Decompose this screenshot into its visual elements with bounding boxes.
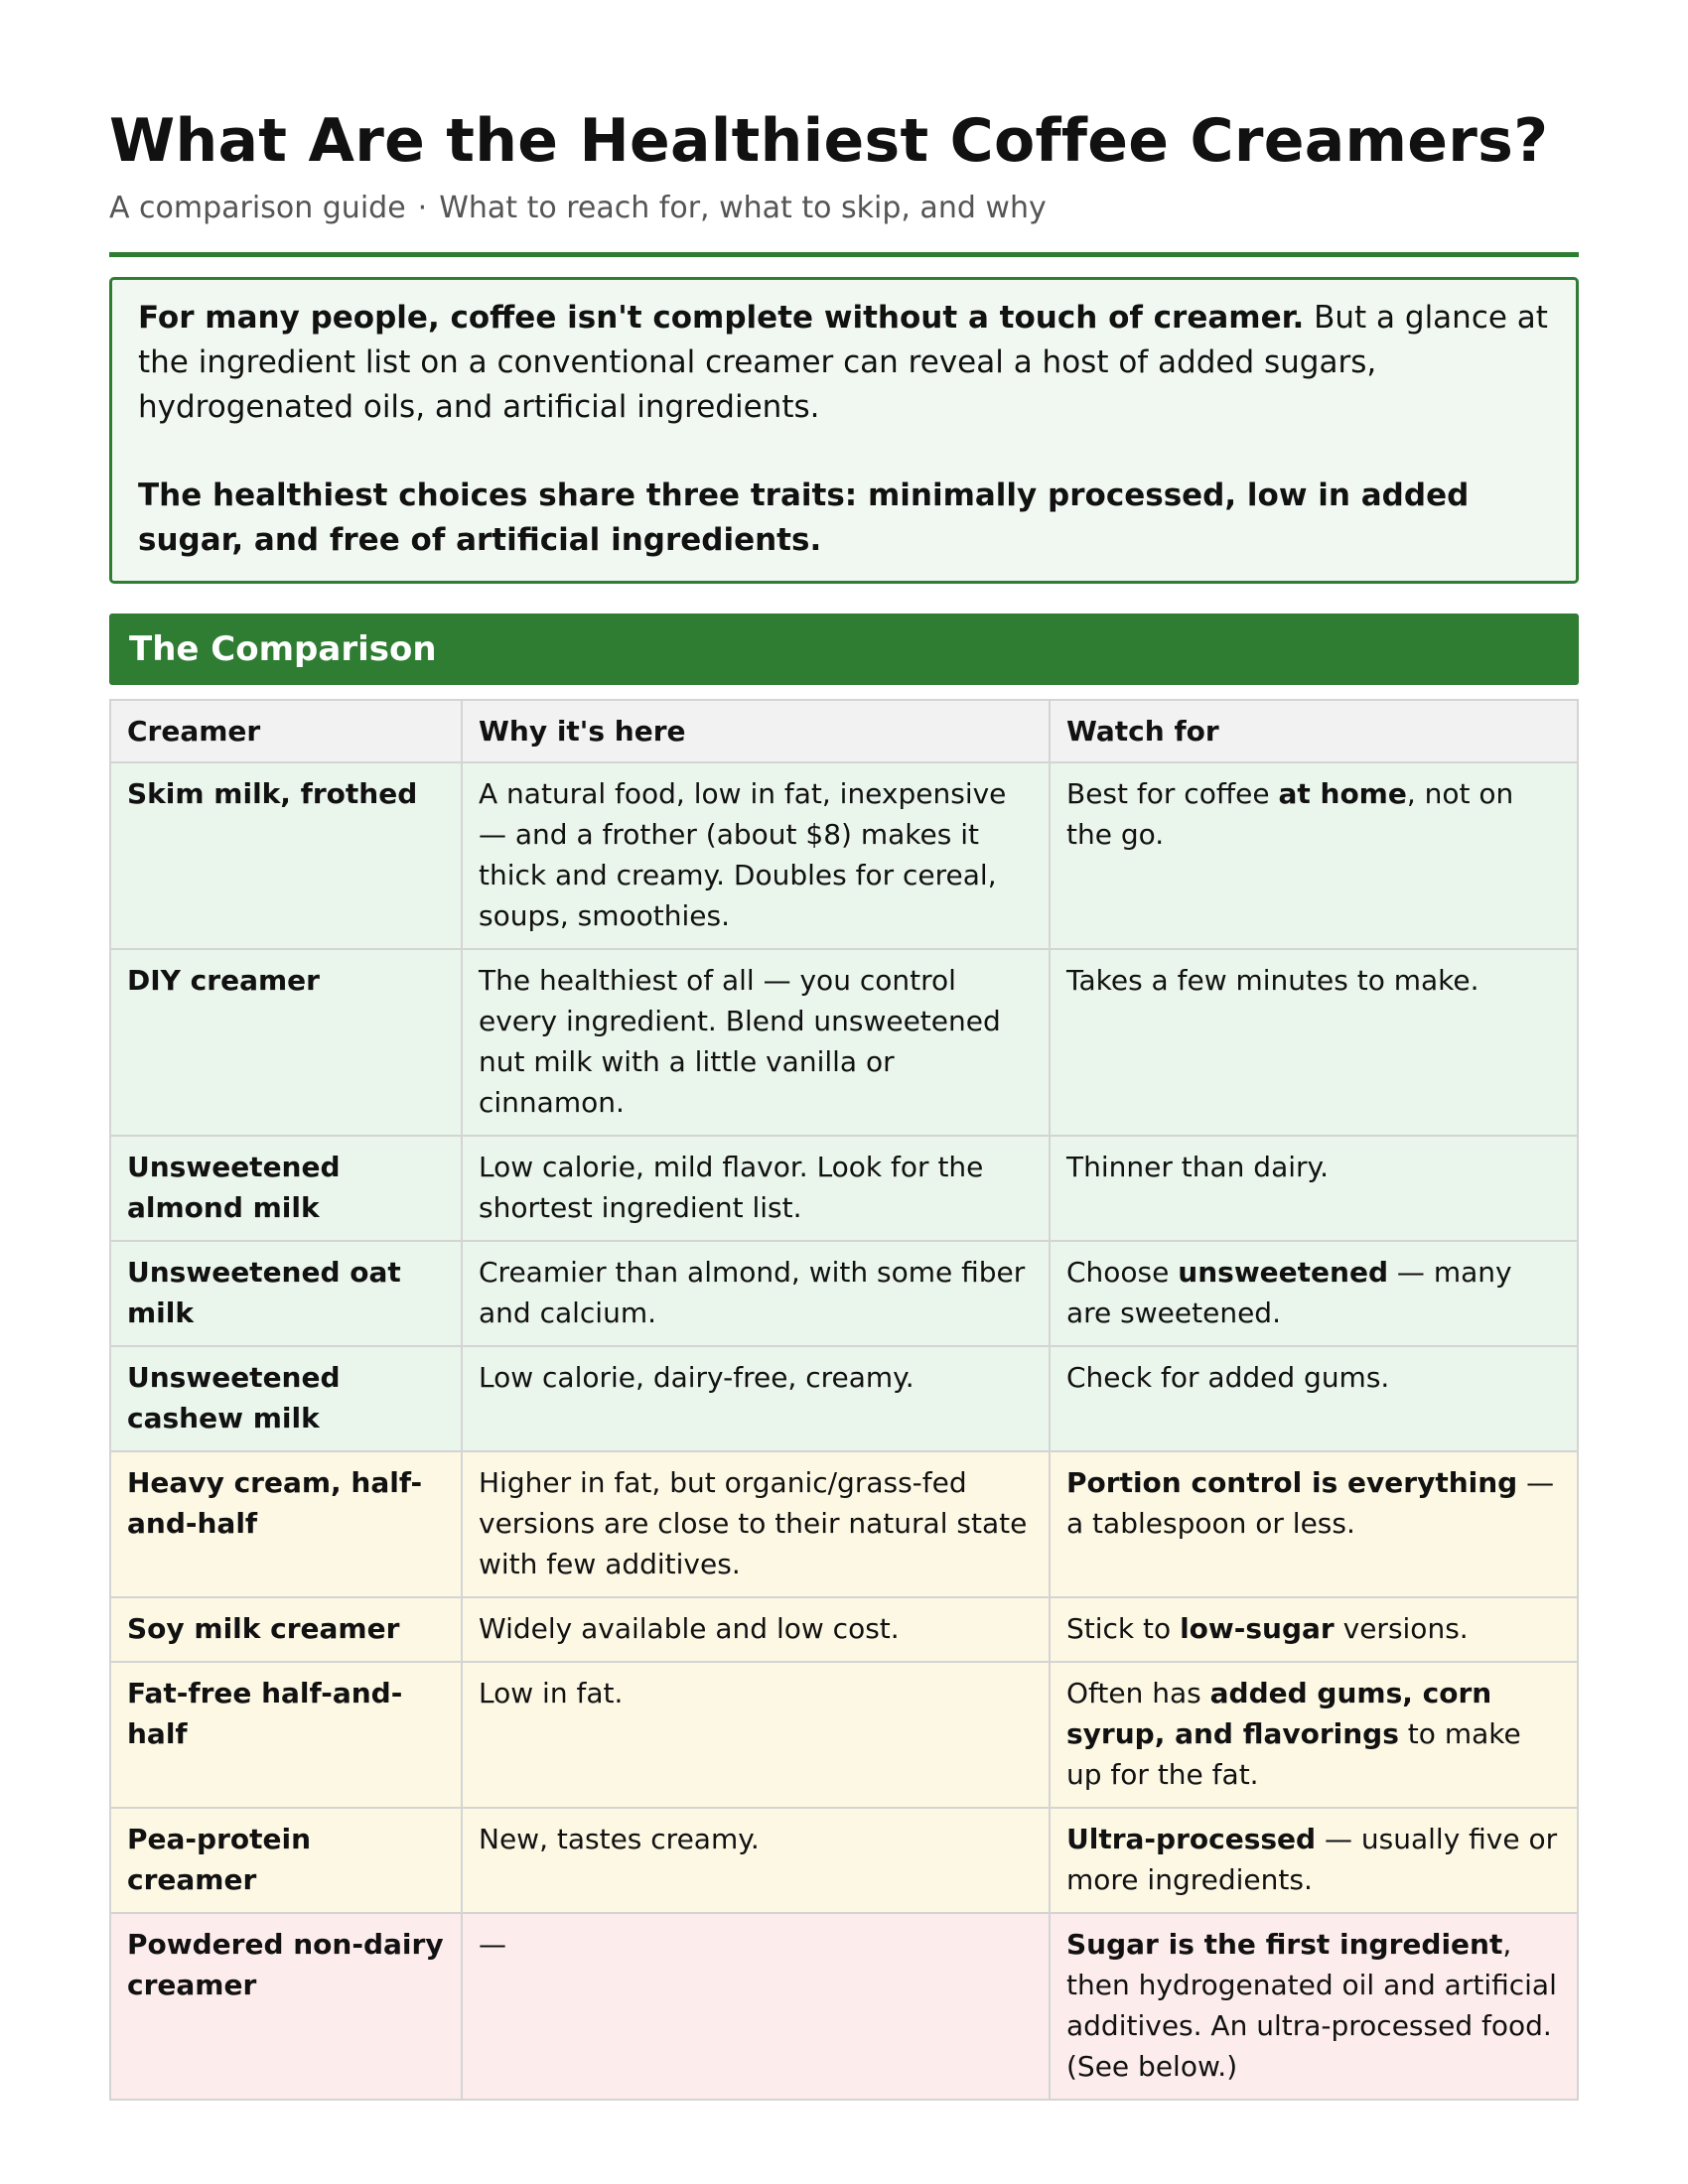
table-row: [110, 949, 1578, 1136]
watch-for: [1050, 1451, 1578, 1597]
watch-for: [1050, 949, 1578, 1136]
creamer-name: Skim milk, frothed: [110, 762, 462, 949]
section-heading: The Comparison: [109, 614, 1579, 685]
creamer-name: Heavy cream, half-and-half: [110, 1451, 462, 1597]
title-divider: [109, 252, 1579, 257]
intro-body: But a glance at the ingredient list on a conventional creamer can reveal a host of added sugars, hydrogenated oils, and artificial ingredients.: [138, 300, 1548, 425]
table-row: [110, 1136, 1578, 1241]
table-row: [110, 1913, 1578, 2100]
watch-for: [1050, 1808, 1578, 1913]
creamer-name: Fat-free half-and-half: [110, 1662, 462, 1808]
table-body: [110, 762, 1578, 2100]
watch-for: [1050, 762, 1578, 949]
table-row: [110, 1241, 1578, 1346]
why-its-here: A natural food, low in fat, inexpensive — and a frother (about $8) makes it thick and creamy. Doubles for cereal, soups, smoothies.: [462, 762, 1050, 949]
watch-for-text: versions.: [1334, 1612, 1469, 1645]
column-header-watch: Watch for: [1050, 700, 1578, 762]
watch-for-emphasis: unsweetened: [1178, 1256, 1389, 1289]
creamer-name: Powdered non-dairy creamer: [110, 1913, 462, 2100]
watch-for-text: Thinner than dairy.: [1066, 1151, 1329, 1183]
watch-for: [1050, 1136, 1578, 1241]
watch-for-text: Choose: [1066, 1256, 1179, 1289]
table-row: [110, 1808, 1578, 1913]
creamer-name: Pea-protein creamer: [110, 1808, 462, 1913]
watch-for-text: — usually five or more ingredients.: [1066, 1823, 1558, 1896]
watch-for-text: Best for coffee: [1066, 777, 1279, 810]
why-its-here: The healthiest of all — you control every ingredient. Blend unsweetened nut milk with a little vanilla or cinnamon.: [462, 949, 1050, 1136]
watch-for-text: — a tablespoon or less.: [1066, 1466, 1555, 1540]
watch-for-text: Check for added gums.: [1066, 1361, 1390, 1394]
page-title: What Are the Healthiest Coffee Creamers?: [109, 106, 1549, 176]
intro-key-traits: The healthiest choices share three traits: minimally processed, low in added sugar, and free of artificial ingredients.: [138, 478, 1470, 558]
why-its-here: —: [462, 1913, 1050, 2100]
header-row: [110, 700, 1578, 762]
why-its-here: Widely available and low cost.: [462, 1597, 1050, 1662]
creamer-name: Unsweetened almond milk: [110, 1136, 462, 1241]
watch-for: [1050, 1913, 1578, 2100]
why-its-here: Low in fat.: [462, 1662, 1050, 1808]
table-row: [110, 1662, 1578, 1808]
watch-for-text: — many are sweetened.: [1066, 1256, 1512, 1329]
watch-for-emphasis: Sugar is the first ingredient: [1066, 1928, 1503, 1961]
creamer-name: Soy milk creamer: [110, 1597, 462, 1662]
watch-for-text: Takes a few minutes to make.: [1066, 964, 1479, 997]
watch-for-emphasis: Ultra-processed: [1066, 1823, 1317, 1855]
watch-for-text: , then hydrogenated oil and artificial additives. An ultra-processed food. (See below.): [1066, 1928, 1557, 2083]
intro-paragraph-1: [138, 296, 1550, 430]
table-row: [110, 1597, 1578, 1662]
creamer-name: DIY creamer: [110, 949, 462, 1136]
table-header: [110, 700, 1578, 762]
comparison-table: [109, 699, 1579, 2101]
column-header-creamer: Creamer: [110, 700, 462, 762]
creamer-name: Unsweetened cashew milk: [110, 1346, 462, 1451]
table-row: [110, 1451, 1578, 1597]
watch-for: [1050, 1597, 1578, 1662]
why-its-here: Low calorie, dairy-free, creamy.: [462, 1346, 1050, 1451]
column-header-why: Why it's here: [462, 700, 1050, 762]
subtitle: [109, 189, 1579, 228]
table-row: [110, 1346, 1578, 1451]
watch-for: [1050, 1346, 1578, 1451]
watch-for-text: , not on the go.: [1066, 777, 1514, 851]
watch-for-text: to make up for the fat.: [1066, 1717, 1521, 1791]
table-row: [110, 762, 1578, 949]
why-its-here: Higher in fat, but organic/grass-fed versions are close to their natural state with few additives.: [462, 1451, 1050, 1597]
why-its-here: New, tastes creamy.: [462, 1808, 1050, 1913]
watch-for-text: Stick to: [1066, 1612, 1181, 1645]
subtitle-right: What to reach for, what to skip, and why: [439, 191, 1047, 225]
watch-for: [1050, 1241, 1578, 1346]
watch-for-text: Often has: [1066, 1677, 1210, 1709]
subtitle-separator: ·: [417, 191, 428, 225]
watch-for-emphasis: low-sugar: [1180, 1612, 1335, 1645]
creamer-name: Unsweetened oat milk: [110, 1241, 462, 1346]
intro-paragraph-2: [138, 474, 1550, 563]
why-its-here: Low calorie, mild flavor. Look for the shortest ingredient list.: [462, 1136, 1050, 1241]
subtitle-left: A comparison guide: [109, 191, 406, 225]
watch-for-emphasis: at home: [1278, 777, 1407, 810]
watch-for-emphasis: added gums, corn syrup, and flavorings: [1066, 1677, 1492, 1750]
watch-for-emphasis: Portion control is everything: [1066, 1466, 1518, 1499]
intro-lead: For many people, coffee isn't complete without a touch of creamer.: [138, 300, 1305, 336]
intro-callout: [109, 277, 1579, 584]
why-its-here: Creamier than almond, with some fiber and calcium.: [462, 1241, 1050, 1346]
watch-for: [1050, 1662, 1578, 1808]
